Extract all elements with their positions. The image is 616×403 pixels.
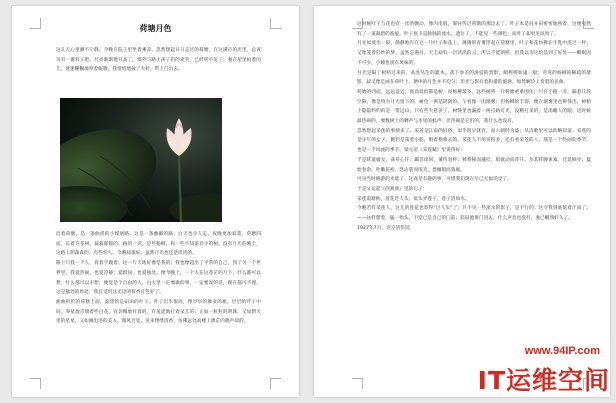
lotus-photo (60, 98, 222, 222)
body-text-left: 沿着荷塘，是一条曲折的小煤屑路。这是一条幽僻的路；白天也少人走，夜晚更加寂寞。荷塘四面，长着许多树，蓊蓊郁郁的。路的一旁，是些杨柳，和一些不知道名字的树。没有月光的晚上，这路上阴森森的，有些怕人。今晚却很好，虽然月光也还是淡淡的。 路上只我一个人，背着手踱着。这一片天地好像是我的；我也像超出了平常的自己，到了另一个世界里。我爱热闹，也爱冷静；爱群居，也爱独处。像今晚上，一个人在这苍茫的月下，什么都可以想，什么都可以不想，便觉是个自由的人。白天里一定要做的事，一定要说的话，现在都可不理。这是独处的妙处，我且受用这无边的荷香月色好了。 曲曲折折的荷塘上面，弥望的是田田的叶子。叶子出水很高，像亭亭的舞女的裙。层层的叶子中间，零星地点缀着些白花，有袅娜地开着的，有羞涩地打着朵儿的；正如一粒粒的明珠，又如碧天里的星星，又如刚出浴的美人。微风过处，送来缕缕清香，仿佛远处高楼上渺茫的歌声似的。 (56, 232, 261, 325)
margin-corner-mark (270, 378, 281, 389)
site-watermark (436, 337, 616, 403)
body-text-right: 这时候叶子与花也有一丝的颤动，像闪电般，霎时传过荷塘的那边去了。叶子本是肩并肩密密地挨着，这便宛然有了一道凝碧的波痕。叶子底下是脉脉的流水，遮住了，不能见一些颜色；而叶子却更见风致了。 月光如流水一般，静静地泻在这一片叶子和花上。薄薄的青雾浮起在荷塘里。叶子和花仿佛在牛乳中洗过一样；又像笼着轻纱的梦。虽然是满月，天上却有一层淡淡的云，所以不能朗照；但我以为这恰是到了好处——酣眠固不可少，小睡也别有风味的。 月光是隔了树照过来的，高处丛生的灌木，落下参差的斑驳的黑影，峭楞楞如鬼一般；弯弯的杨柳的稀疏的倩影，却又像是画在荷叶上。塘中的月色并不均匀；但光与影有着和谐的旋律，如梵婀玲上奏着的名曲。 荷塘的四面，远远近近，高高低低都是树，而杨柳最多。这些树将一片荷塘重重围住；只在小路一旁，漏着几段空隙，像是特为月光留下的。树色一例是阴阴的，乍看像一团烟雾；但杨柳的丰姿，便在烟雾里也辨得出。树梢上隐隐约约的是一带远山，只有些大意罢了。树缝里也漏着一两点路灯光，没精打采的，是渴睡人的眼。这时候最热闹的，要数树上的蝉声与水里的蛙声；但热闹是它们的，我什么也没有。 忽然想起采莲的事情来了。采莲是江南的旧俗，似乎很早就有，而六朝时为盛；从诗歌里可以约略知道。采莲的是少年的女子，她们是荡着小船，唱着艳歌去的。采莲人不用说很多，还有看采莲的人。那是一个热闹的季节，也是一个风流的季节。梁元帝《采莲赋》里说得好： 于是妖童媛女，荡舟心许；鷁首徐回，兼传羽杯；棹将移而藻挂，船欲动而萍开。尔其纤腰束素，迁延顾步；夏始春余，叶嫩花初，恐沾裳而浅笑，畏倾船而敛裾。 可见当时嬉游的光景了。这真是有趣的事，可惜我们现在早已无福消受了。 于是又记起《西洲曲》里的句子： 采莲南塘秋，莲花过人头；低头弄莲子，莲子清如水。 今晚若有采莲人，这儿的莲花也算得“过人头”了；只不见一些流水的影子，是不行的。这令我到底惦着江南了。——这样想着，猛一抬头，不觉已是自己的门前；轻轻地推门进去，什么声息也没有，妻已睡熟好久了。 1927年7月，北京清华园。 (357, 22, 591, 231)
document-page-left (12, 6, 299, 397)
document-title: 荷塘月色 (139, 24, 172, 33)
watermark-site-name: IT运维空间 (477, 366, 610, 395)
intro-paragraph: 这几天心里颇不宁静。今晚在院子里坐着乘凉，忽然想起日日走过的荷塘，在这满月的光里，总该另有一番样子吧。月亮渐渐地升高了，墙外马路上孩子们的欢笑，已经听不见了；妻在屋里拍着闰儿，迷迷糊糊地哼着眠歌。我悄悄地披了大衫，带上门出去。 (56, 48, 261, 73)
lotus-photo-art (60, 98, 222, 222)
watermark-url: www.94IP.com (524, 345, 600, 357)
margin-corner-mark (352, 378, 363, 389)
margin-corner-mark (30, 378, 41, 389)
